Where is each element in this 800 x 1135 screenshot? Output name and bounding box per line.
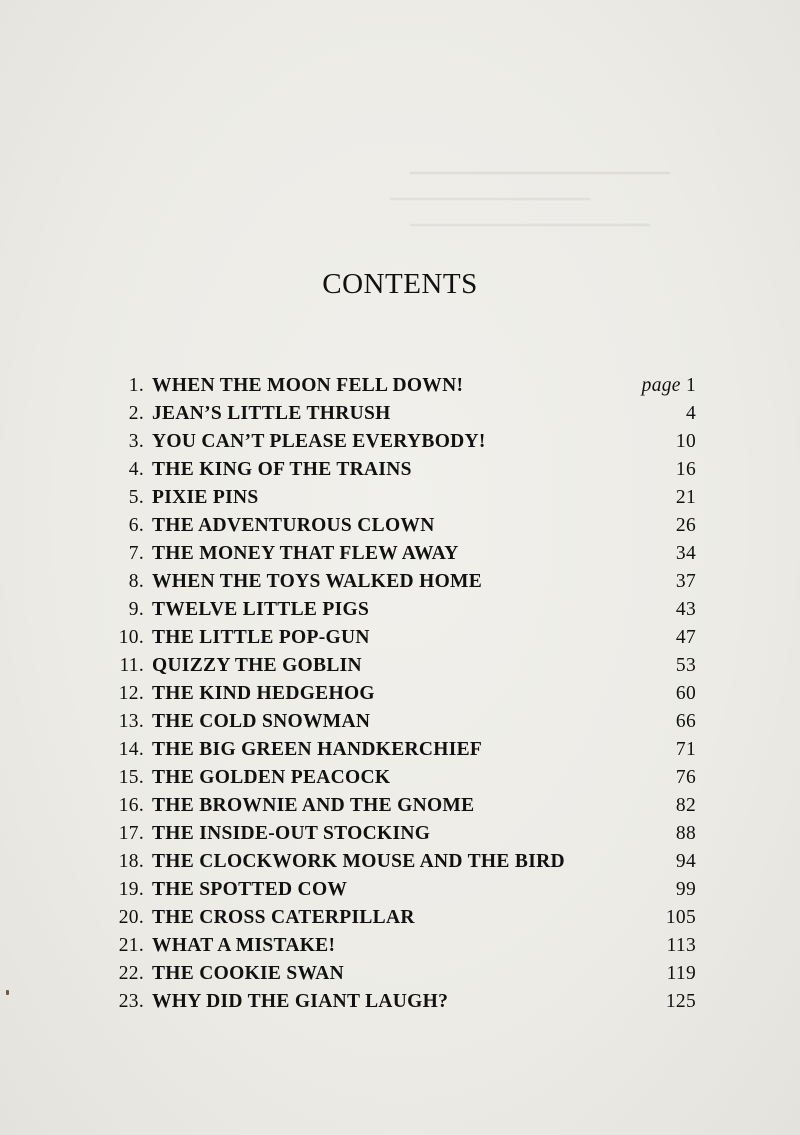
- chapter-title: THE COLD SNOWMAN: [152, 711, 371, 732]
- chapter-title: THE CROSS CATERPILLAR: [152, 907, 415, 928]
- chapter-number: 10.: [118, 627, 144, 648]
- chapter-number: 1.: [128, 375, 144, 396]
- chapter-number: 22.: [118, 963, 144, 984]
- chapter-title: THE CLOCKWORK MOUSE AND THE BIRD: [152, 851, 565, 872]
- chapter-number: 16.: [118, 795, 144, 816]
- chapter-number: 11.: [119, 655, 144, 676]
- chapter-number: 21.: [118, 935, 144, 956]
- chapter-number: 23.: [118, 991, 144, 1012]
- page-number: 60: [675, 683, 696, 704]
- chapter-title: PIXIE PINS: [152, 487, 259, 508]
- toc-entry: [100, 736, 700, 764]
- page-number: 76: [675, 767, 696, 788]
- chapter-number: 20.: [118, 907, 144, 928]
- chapter-title: THE LITTLE POP-GUN: [152, 627, 370, 648]
- toc-entry: [100, 932, 700, 960]
- page-number: 34: [675, 543, 696, 564]
- chapter-title: WHY DID THE GIANT LAUGH?: [152, 991, 449, 1012]
- page-number: 94: [675, 851, 696, 872]
- chapter-title: JEAN’S LITTLE THRUSH: [152, 403, 391, 424]
- page-number: 21: [675, 487, 696, 508]
- chapter-title: THE BIG GREEN HANDKERCHIEF: [152, 739, 483, 760]
- page-number: 125: [665, 991, 696, 1012]
- page-number: 66: [675, 711, 696, 732]
- toc-entry: [100, 764, 700, 792]
- page-number: 43: [675, 599, 696, 620]
- chapter-number: 12.: [118, 683, 144, 704]
- chapter-title: YOU CAN’T PLEASE EVERYBODY!: [152, 431, 486, 452]
- show-through-lines: [290, 148, 710, 248]
- toc-entry: [100, 652, 700, 680]
- page-number: 10: [675, 431, 696, 452]
- chapter-number: 2.: [128, 403, 144, 424]
- page-number: 71: [675, 739, 696, 760]
- toc-entry: [100, 960, 700, 988]
- chapter-number: 13.: [118, 711, 144, 732]
- toc-entry: [100, 680, 700, 708]
- paper-speck: [6, 990, 9, 995]
- page-label: page: [641, 375, 681, 396]
- toc-entry: [100, 372, 700, 400]
- page-number: 26: [675, 515, 696, 536]
- toc-entry: [100, 568, 700, 596]
- chapter-number: 17.: [118, 823, 144, 844]
- chapter-number: 18.: [118, 851, 144, 872]
- page-number: 82: [675, 795, 696, 816]
- chapter-number: 15.: [118, 767, 144, 788]
- table-of-contents: [100, 372, 700, 1016]
- toc-entry: [100, 540, 700, 568]
- contents-heading: CONTENTS: [322, 268, 478, 300]
- page-number: 37: [675, 571, 696, 592]
- toc-entry: [100, 484, 700, 512]
- page-number-value: 1: [685, 375, 696, 396]
- chapter-title: THE INSIDE-OUT STOCKING: [152, 823, 431, 844]
- page-number: 88: [675, 823, 696, 844]
- chapter-title: THE KING OF THE TRAINS: [152, 459, 412, 480]
- page-number: 16: [675, 459, 696, 480]
- page-number: [642, 372, 696, 400]
- chapter-number: 5.: [128, 487, 144, 508]
- page-number: 105: [665, 907, 696, 928]
- toc-entry: [100, 820, 700, 848]
- chapter-title: TWELVE LITTLE PIGS: [152, 599, 370, 620]
- toc-entry: [100, 624, 700, 652]
- chapter-number: 3.: [128, 431, 144, 452]
- toc-entry: [100, 456, 700, 484]
- page-number: 4: [685, 403, 696, 424]
- chapter-number: 19.: [118, 879, 144, 900]
- toc-entry: [100, 876, 700, 904]
- toc-entry: [100, 428, 700, 456]
- chapter-title: THE BROWNIE AND THE GNOME: [152, 795, 475, 816]
- chapter-number: 8.: [128, 571, 144, 592]
- chapter-number: 7.: [128, 543, 144, 564]
- chapter-title: THE MONEY THAT FLEW AWAY: [152, 543, 459, 564]
- page-number: 113: [666, 935, 696, 956]
- page-number: 53: [675, 655, 696, 676]
- toc-entry: [100, 904, 700, 932]
- page-number: 119: [666, 963, 696, 984]
- toc-entry: [100, 848, 700, 876]
- toc-entry: [100, 792, 700, 820]
- toc-entry: [100, 708, 700, 736]
- chapter-title: WHEN THE MOON FELL DOWN!: [152, 375, 464, 396]
- chapter-number: 9.: [128, 599, 144, 620]
- page-number: 99: [675, 879, 696, 900]
- toc-entry: [100, 400, 700, 428]
- chapter-number: 6.: [128, 515, 144, 536]
- chapter-title: THE ADVENTUROUS CLOWN: [152, 515, 435, 536]
- page-number: 47: [675, 627, 696, 648]
- chapter-title: THE SPOTTED COW: [152, 879, 348, 900]
- chapter-title: WHEN THE TOYS WALKED HOME: [152, 571, 483, 592]
- chapter-title: THE KIND HEDGEHOG: [152, 683, 375, 704]
- toc-entry: [100, 988, 700, 1016]
- toc-entry: [100, 596, 700, 624]
- chapter-title: THE GOLDEN PEACOCK: [152, 767, 391, 788]
- toc-entry: [100, 512, 700, 540]
- chapter-number: 14.: [118, 739, 144, 760]
- chapter-title: THE COOKIE SWAN: [152, 963, 344, 984]
- chapter-title: QUIZZY THE GOBLIN: [152, 655, 362, 676]
- chapter-title: WHAT A MISTAKE!: [152, 935, 336, 956]
- chapter-number: 4.: [128, 459, 144, 480]
